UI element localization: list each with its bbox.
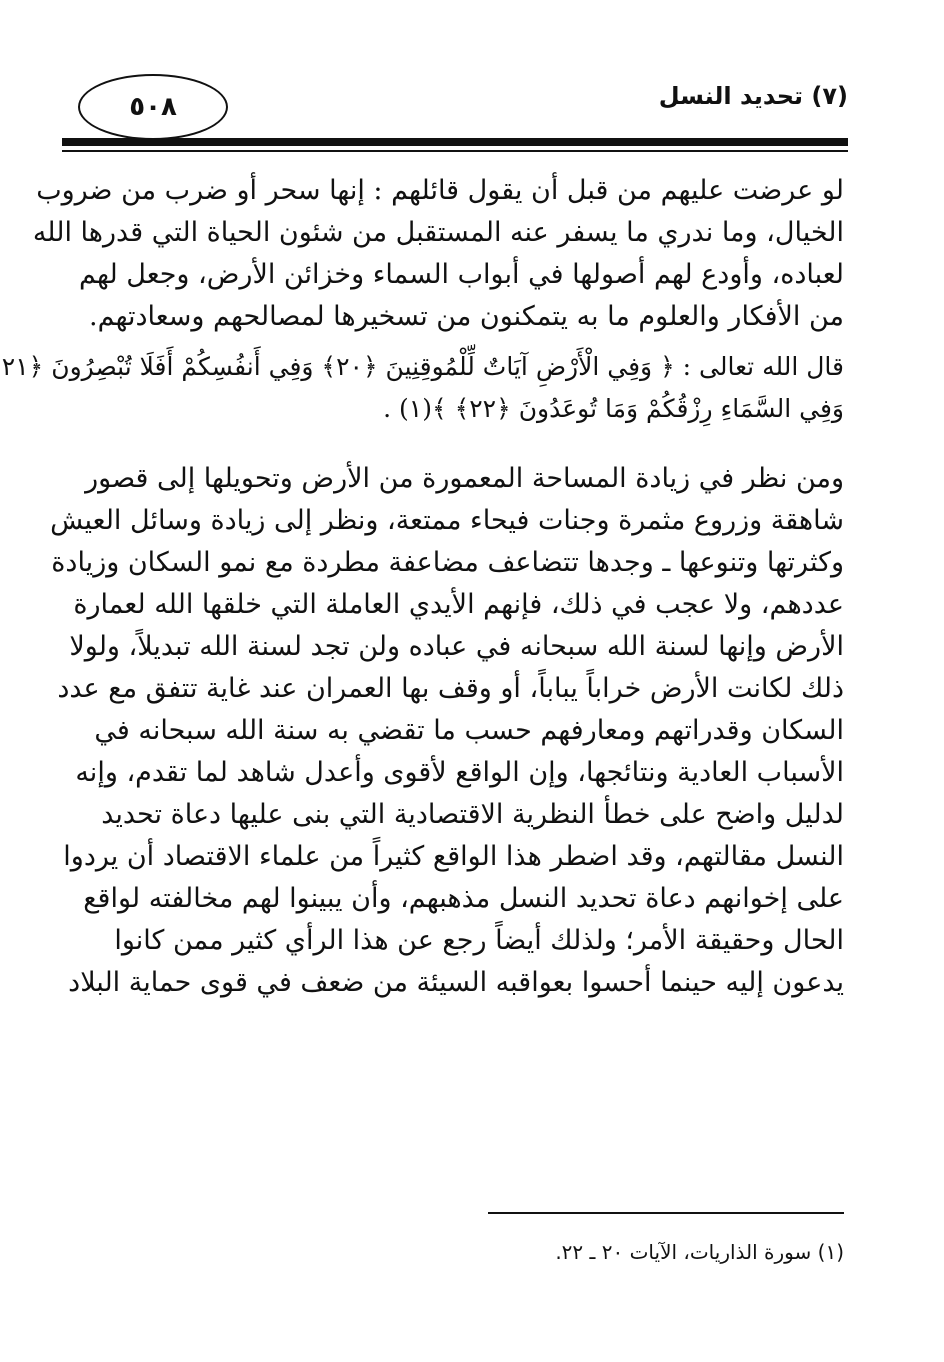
text-line: لو عرضت عليهم من قبل أن يقول قائلهم : إنها سحر أو ضرب من ضروب <box>36 175 844 206</box>
chapter-title: (٧) تحديد النسل <box>658 82 848 110</box>
text-line: ذلك لكانت الأرض خراباً يباباً، أو وقف بها العمران عند غاية تتفق مع عدد <box>57 673 844 704</box>
header-rule-thick <box>62 138 848 146</box>
text-line: شاهقة وزروع مثمرة وجنات فيحاء ممتعة، ونظر إلى زيادة وسائل العيش <box>50 505 844 536</box>
text-line: الأرض وإنها لسنة الله سبحانه في عباده ولن تجد لسنة الله تبديلاً، ولولا <box>69 631 844 662</box>
text-line: ومن نظر في زيادة المساحة المعمورة من الأرض وتحويلها إلى قصور <box>85 463 844 494</box>
text-line: الخيال، وما ندري ما يسفر عنه المستقبل من شئون الحياة التي قدرها الله <box>32 217 844 248</box>
page-number-oval <box>78 74 228 140</box>
footnote: (١) سورة الذاريات، الآيات ٢٠ ـ ٢٢. <box>555 1240 844 1264</box>
body-text <box>1 170 844 1004</box>
quran-line: وَفِي السَّمَاءِ رِزْقُكُمْ وَمَا تُوعَدُونَ ﴿٢٢﴾ ﴾(١) . <box>383 394 844 423</box>
quran-quote <box>1 346 844 430</box>
text-line: على إخوانهم دعاة تحديد النسل مذهبهم، وأن يبينوا لهم مخالفته لواقع <box>83 883 844 914</box>
page-header <box>58 74 848 154</box>
page-number: ٥٠٨ <box>129 92 177 122</box>
quran-line: قال الله تعالى : ﴿ وَفِي الْأَرْضِ آيَاتٌ لِّلْمُوقِنِينَ ﴿٢٠﴾ وَفِي أَنفُسِكُمْ أَفَلَا تُبْصِرُونَ ﴿٢١ <box>1 352 844 381</box>
text-line: الحال وحقيقة الأمر؛ ولذلك أيضاً رجع عن هذا الرأي كثير ممن كانوا <box>114 925 844 956</box>
text-line: لعباده، وأودع لهم أصولها في أبواب السماء وخزائن الأرض، وجعل لهم <box>79 259 844 290</box>
header-rule-thin <box>62 150 848 152</box>
text-line: لدليل واضح على خطأ النظرية الاقتصادية التي بنى عليها دعاة تحديد <box>101 799 844 830</box>
paragraph-1 <box>32 170 844 338</box>
text-line: وكثرتها وتنوعها ـ وجدها تتضاعف مضاعفة مطردة مع نمو السكان وزيادة <box>51 547 844 578</box>
text-line: يدعون إليه حينما أحسوا بعواقبه السيئة من ضعف في قوى حماية البلاد <box>68 967 844 998</box>
text-line: عددهم، ولا عجب في ذلك، فإنهم الأيدي العاملة التي خلقها الله لعمارة <box>73 589 844 620</box>
text-line: الأسباب العادية ونتائجها، وإن الواقع لأقوى وأعدل شاهد لما تقدم، وإنه <box>75 757 844 788</box>
text-line: النسل مقالتهم، وقد اضطر هذا الواقع كثيراً من علماء الاقتصاد أن يردوا <box>63 841 844 872</box>
text-line: من الأفكار والعلوم ما به يتمكنون من تسخيرها لمصالحهم وسعادتهم. <box>89 301 844 332</box>
footnote-divider <box>488 1212 844 1214</box>
text-line: السكان وقدراتهم ومعارفهم حسب ما تقضي به سنة الله سبحانه في <box>94 715 844 746</box>
paragraph-3 <box>50 458 844 1004</box>
